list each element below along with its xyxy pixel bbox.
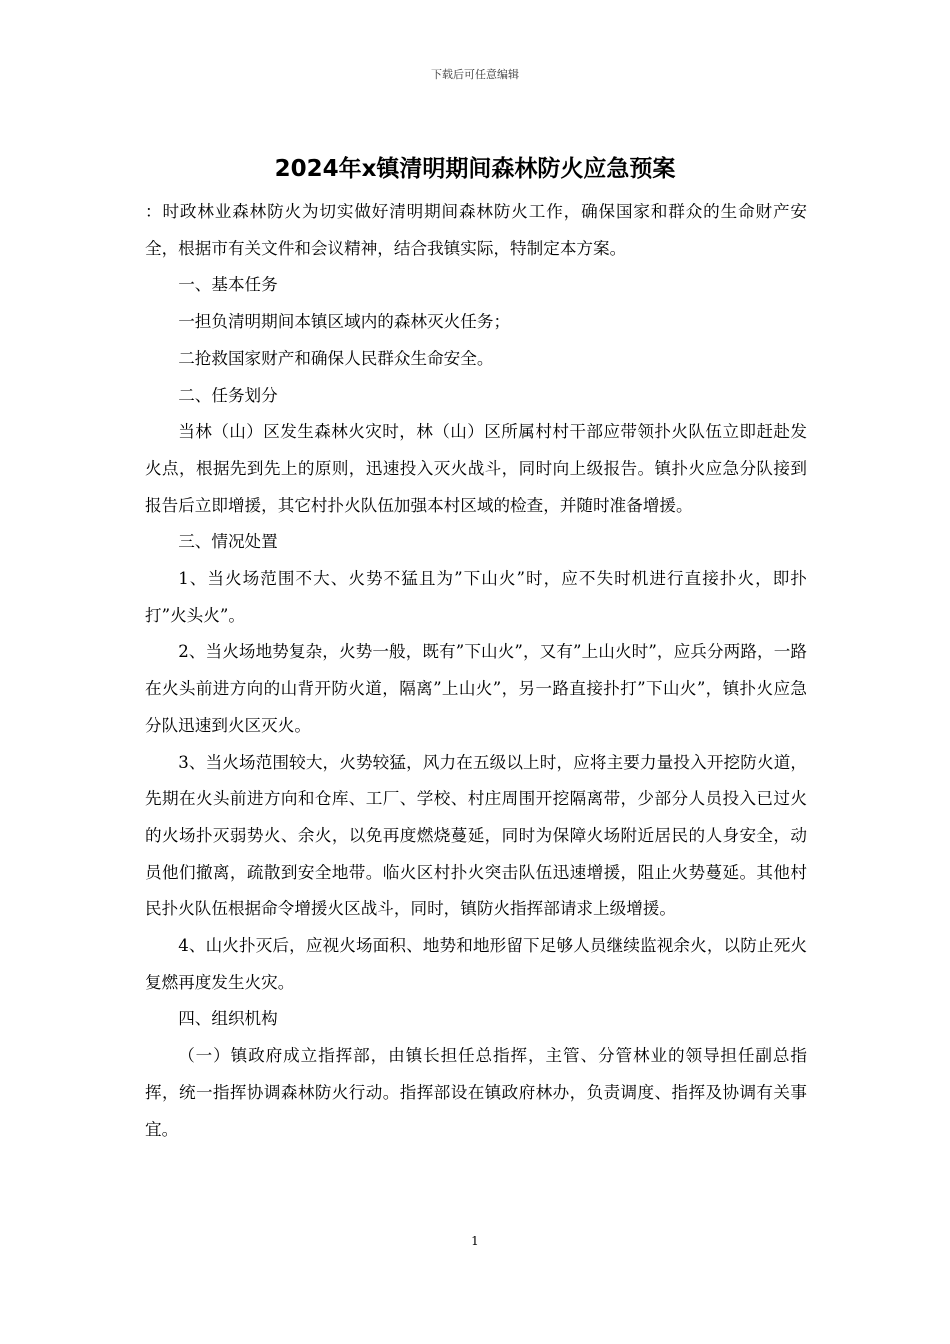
paragraph: 当林（山）区发生森林火灾时，林（山）区所属村村干部应带领扑火队伍立即赶赴发火点，根据先到先上的原则，迅速投入灭火战斗，同时向上级报告。镇扑火应急分队接到报告后立即增援，其它村扑火队伍加强本村区域的检查，并随时准备增援。 (145, 422, 807, 515)
page-number: 1 (471, 1234, 479, 1248)
paragraph: 3、当火场范围较大，火势较猛，风力在五级以上时，应将主要力量投入开挖防火道，先期在火头前进方向和仓库、工厂、学校、村庄周围开挖隔离带，少部分人员投入已过火的火场扑灭弱势火、余火，以免再度燃烧蔓延，同时为保障火场附近居民的人身安全，动员他们撤离，疏散到安全地带。临火区村扑火突击队伍迅速增援，阻止火势蔓延。其他村民扑火队伍根据命令增援火区战斗，同时，镇防火指挥部请求上级增援。 (145, 752, 807, 919)
section-heading-task-division: 二、任务划分 (178, 385, 278, 405)
section-heading-organization: 四、组织机构 (178, 1009, 278, 1029)
section-heading-situation-handling: 三、情况处置 (178, 532, 278, 552)
paragraph: 4、山火扑灭后，应视火场面积、地势和地形留下足够人员继续监视余火，以防止死火复燃再度发生火灾。 (145, 936, 807, 992)
header-note: 下载后可任意编辑 (431, 68, 519, 81)
section-heading-basic-tasks: 一、基本任务 (178, 275, 278, 295)
paragraph: 一担负清明期间本镇区域内的森林灭火任务； (178, 312, 511, 332)
paragraph-intro: ：时政林业森林防火为切实做好清明期间森林防火工作，确保国家和群众的生命财产安全，根据市有关文件和会议精神，结合我镇实际，特制定本方案。 (145, 202, 807, 258)
paragraph: 1、当火场范围不大、火势不猛且为”下山火”时，应不失时机进行直接扑火，即扑打”火头火”。 (145, 569, 807, 625)
document-body (145, 194, 807, 1148)
document-title: 2024年x镇清明期间森林防火应急预案 (274, 156, 676, 182)
paragraph: 二抢救国家财产和确保人民群众生命安全。 (178, 348, 494, 368)
paragraph: （一）镇政府成立指挥部，由镇长担任总指挥，主管、分管林业的领导担任副总指挥，统一指挥协调森林防火行动。指挥部设在镇政府林办，负责调度、指挥及协调有关事宜。 (145, 1046, 807, 1139)
paragraph: 2、当火场地势复杂，火势一般，既有”下山火”，又有”上山火时”，应兵分两路，一路在火头前进方向的山背开防火道，隔离”上山火”，另一路直接扑打”下山火”，镇扑火应急分队迅速到火区灭火。 (145, 642, 807, 735)
